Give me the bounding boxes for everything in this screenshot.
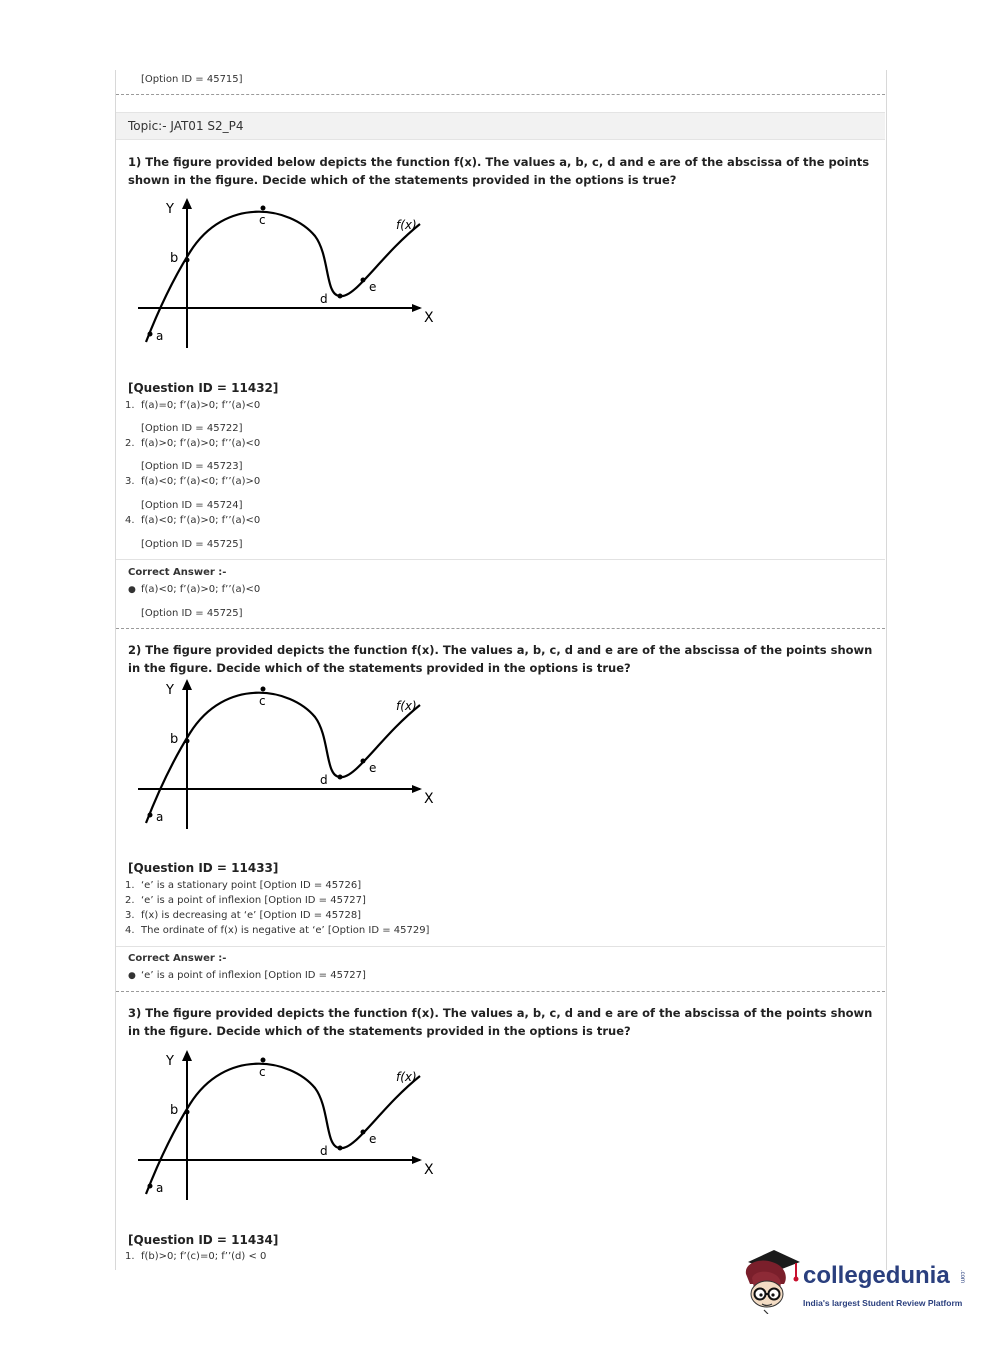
x-axis-arrow: [412, 785, 422, 793]
q2-correct-label: Correct Answer :-: [128, 953, 227, 964]
y-axis-arrow: [182, 679, 192, 690]
label-c: c: [259, 213, 266, 227]
logo-wordmark: collegedunia: [803, 1262, 950, 1289]
label-a: a: [156, 329, 164, 343]
q1-correct-id: [Option ID = 45725]: [141, 608, 243, 619]
point-a: [148, 813, 153, 818]
point-e: [361, 759, 366, 764]
y-label: Y: [166, 683, 174, 698]
q1-correct-answer: ● f(a)<0; f’(a)>0; f’’(a)<0: [128, 584, 261, 595]
point-e: [361, 1130, 366, 1135]
q2-option-1[interactable]: 1. ‘e’ is a stationary point [Option ID = 45726]: [125, 880, 362, 891]
q1-correct-label: Correct Answer :-: [128, 567, 227, 578]
q1-option-1-id: [Option ID = 45722]: [141, 423, 243, 434]
question-2-id: [Question ID = 11433]: [128, 861, 279, 875]
label-e: e: [369, 280, 377, 294]
label-d: d: [320, 1144, 328, 1158]
q1-option-2[interactable]: 2. f(a)>0; f’(a)>0; f’’(a)<0: [125, 438, 261, 449]
bullet-icon: ●: [128, 971, 136, 981]
question-2-figure: [130, 677, 440, 837]
question-1-text: 1) The figure provided below depicts the function f(x). The values a, b, c, d and e are of the abscissa of the points shown in the figure. Decide which of the statements provided in the options is true?: [128, 155, 870, 187]
point-e: [361, 278, 366, 283]
label-b: b: [170, 1103, 179, 1118]
point-c: [261, 687, 266, 692]
q2-correct-answer: ● ‘e’ is a point of inflexion [Option ID = 45727]: [128, 970, 366, 981]
logo-domain-suffix: .com: [959, 1270, 965, 1284]
point-b: [185, 258, 190, 263]
label-b: b: [170, 251, 179, 266]
q1-option-3-id: [Option ID = 45724]: [141, 500, 243, 511]
question-3-text: 3) The figure provided depicts the function f(x). The values a, b, c, d and e are of the abscissa of the points shown in the figure. Decide which of the statements provided in the options is true?: [128, 1006, 873, 1038]
x-axis-arrow: [412, 304, 422, 312]
label-d: d: [320, 773, 328, 787]
label-fx: f(x): [396, 1070, 417, 1084]
y-label: Y: [166, 1054, 174, 1069]
point-d: [338, 775, 343, 780]
label-a: a: [156, 810, 164, 824]
q1-option-4-id: [Option ID = 45725]: [141, 539, 243, 550]
divider: [116, 559, 885, 560]
collegedunia-logo[interactable]: [740, 1248, 970, 1318]
point-a: [148, 332, 153, 337]
separator: [116, 628, 885, 629]
logo-tagline: India's largest Student Review Platform: [803, 1298, 963, 1308]
question-2-text: 2) The figure provided depicts the function f(x). The values a, b, c, d and e are of the abscissa of the points shown in the figure. Decide which of the statements provided in the options is true?: [128, 643, 873, 675]
label-c: c: [259, 694, 266, 708]
x-label: X: [424, 791, 434, 807]
y-axis-arrow: [182, 1050, 192, 1061]
question-1-figure: [130, 196, 440, 356]
label-fx: f(x): [396, 218, 417, 232]
point-c: [261, 206, 266, 211]
x-label: X: [424, 310, 434, 326]
topic-bar: [116, 112, 885, 140]
bullet-icon: ●: [128, 585, 136, 595]
point-d: [338, 294, 343, 299]
q1-option-2-id: [Option ID = 45723]: [141, 461, 243, 472]
label-e: e: [369, 761, 377, 775]
label-e: e: [369, 1132, 377, 1146]
x-axis-arrow: [412, 1156, 422, 1164]
x-label: X: [424, 1162, 434, 1178]
divider: [116, 946, 885, 947]
q1-option-3[interactable]: 3. f(a)<0; f’(a)<0; f’’(a)>0: [125, 476, 261, 487]
separator: [116, 94, 885, 95]
q1-option-4[interactable]: 4. f(a)<0; f’(a)>0; f’’(a)<0: [125, 515, 261, 526]
top-option-id: [Option ID = 45715]: [141, 74, 243, 85]
q2-option-2[interactable]: 2. ‘e’ is a point of inflexion [Option ID = 45727]: [125, 895, 366, 906]
q3-option-1[interactable]: 1. f(b)>0; f’(c)=0; f’’(d) < 0: [125, 1251, 267, 1262]
question-3-id: [Question ID = 11434]: [128, 1233, 279, 1247]
question-3-figure: [130, 1048, 440, 1208]
label-fx: f(x): [396, 699, 417, 713]
point-b: [185, 739, 190, 744]
label-b: b: [170, 732, 179, 747]
q2-option-4[interactable]: 4. The ordinate of f(x) is negative at ‘e’ [Option ID = 45729]: [125, 925, 430, 936]
point-a: [148, 1184, 153, 1189]
q2-option-3[interactable]: 3. f(x) is decreasing at ‘e’ [Option ID = 45728]: [125, 910, 362, 921]
label-d: d: [320, 292, 328, 306]
point-d: [338, 1146, 343, 1151]
topic-label: Topic:- JAT01 S2_P4: [128, 119, 244, 133]
y-label: Y: [166, 202, 174, 217]
y-axis-arrow: [182, 198, 192, 209]
separator: [116, 991, 885, 992]
label-c: c: [259, 1065, 266, 1079]
point-b: [185, 1110, 190, 1115]
question-1-id: [Question ID = 11432]: [128, 381, 279, 395]
mascot-icon: [740, 1248, 802, 1314]
q1-option-1[interactable]: 1. f(a)=0; f’(a)>0; f’’(a)<0: [125, 400, 261, 411]
label-a: a: [156, 1181, 164, 1195]
point-c: [261, 1058, 266, 1063]
